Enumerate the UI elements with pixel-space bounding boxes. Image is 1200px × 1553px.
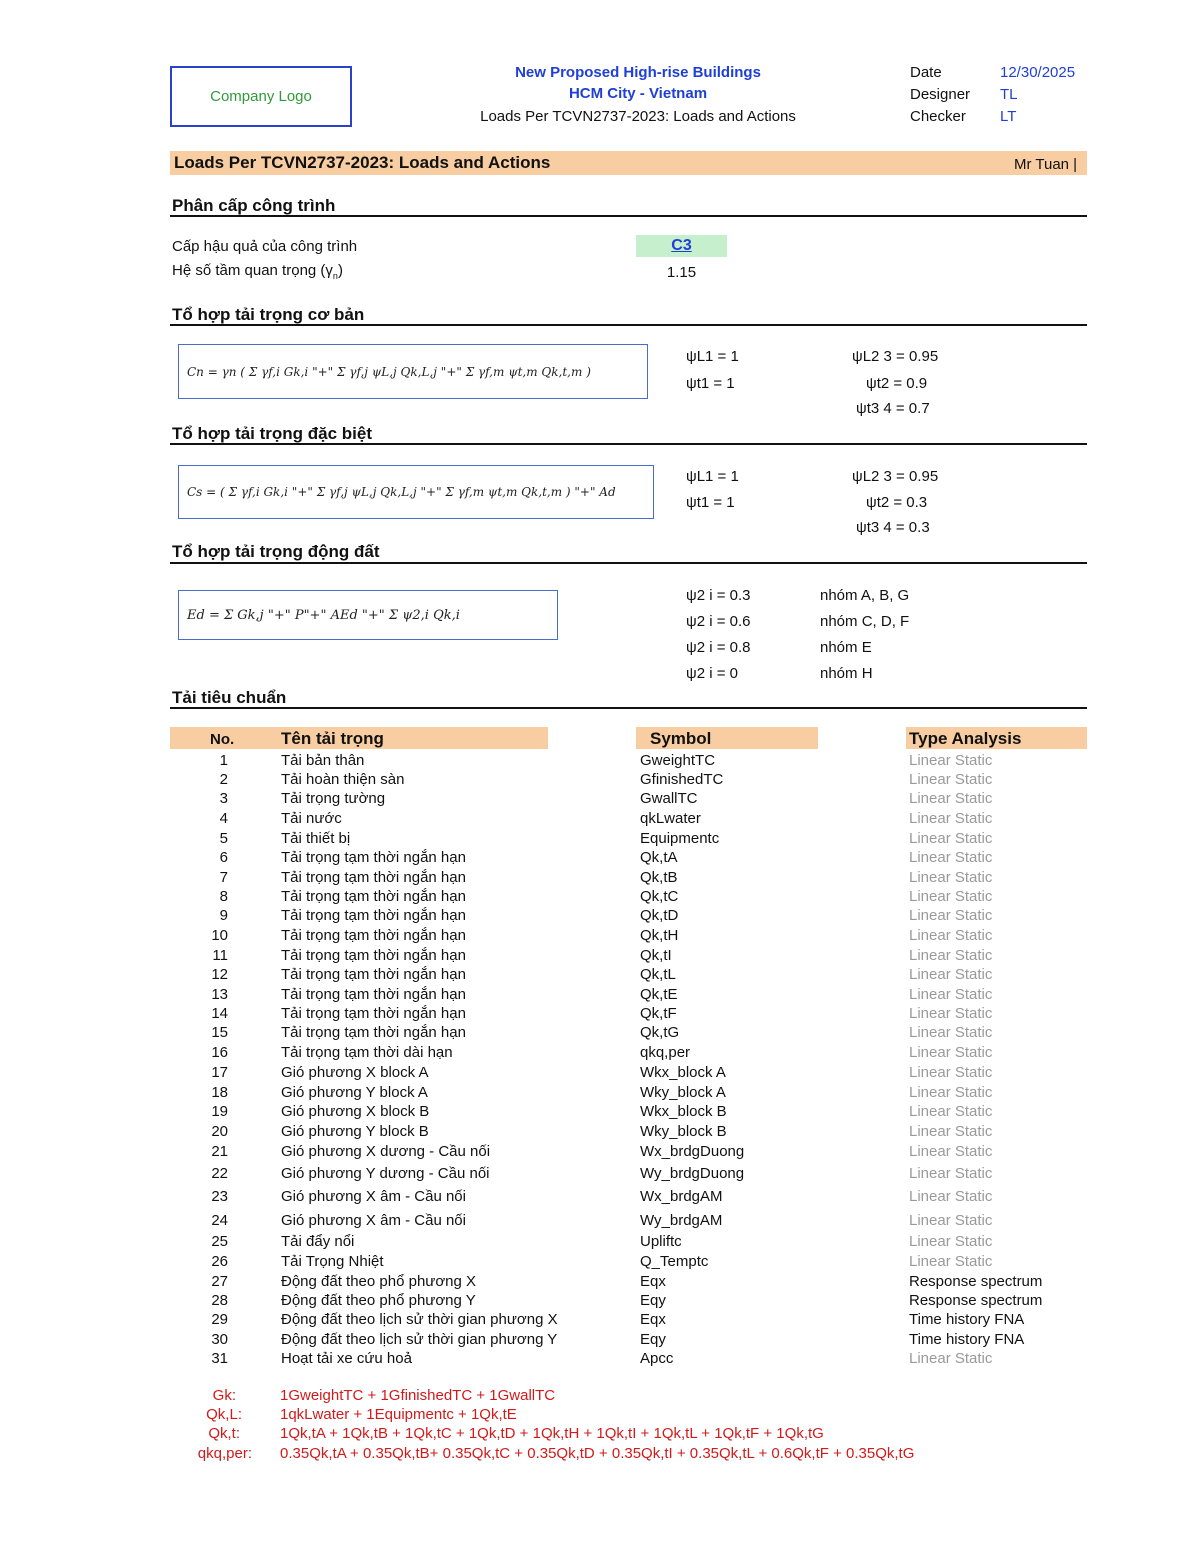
- analysis-type: Linear Static: [909, 849, 993, 866]
- row-number: 20: [211, 1123, 228, 1140]
- load-symbol: Qk,tD: [640, 907, 679, 924]
- analysis-type: Time history FNA: [909, 1311, 1025, 1328]
- summary-value: 1GweightTC + 1GfinishedTC + 1GwallTC: [280, 1387, 556, 1404]
- analysis-type: Linear Static: [909, 810, 993, 827]
- load-symbol: Qk,tL: [640, 966, 676, 983]
- divider: [170, 562, 1087, 564]
- analysis-type: Linear Static: [909, 752, 993, 769]
- load-name: Tải trọng tạm thời ngắn hạn: [281, 986, 466, 1003]
- analysis-type: Linear Static: [909, 966, 993, 983]
- load-symbol: Eqy: [640, 1292, 666, 1309]
- analysis-type: Linear Static: [909, 888, 993, 905]
- load-symbol: GweightTC: [640, 752, 716, 769]
- row-number: 23: [211, 1188, 228, 1205]
- load-symbol: Qk,tE: [640, 986, 678, 1003]
- row-number: 29: [211, 1311, 228, 1328]
- load-name: Tải bản thân: [281, 752, 365, 769]
- analysis-type: Linear Static: [909, 1350, 993, 1367]
- column-header-no: No.: [210, 731, 235, 748]
- load-symbol: Eqx: [640, 1273, 666, 1290]
- analysis-type: Time history FNA: [909, 1331, 1025, 1348]
- analysis-type: Linear Static: [909, 1165, 993, 1182]
- load-symbol: Apcc: [640, 1350, 674, 1367]
- analysis-type: Linear Static: [909, 1212, 993, 1229]
- row-number: 1: [219, 752, 228, 769]
- load-name: Tải trọng tạm thời ngắn hạn: [281, 927, 466, 944]
- formula-text: Cn = γn ( Σ γf,i Gk,i "+" Σ γf,j ψL,j Qk,L,j "+" Σ γf,m ψt,m Qk,t,m ): [187, 364, 591, 379]
- load-symbol: Qk,tH: [640, 927, 679, 944]
- banner-title: Loads Per TCVN2737-2023: Loads and Actions: [174, 153, 551, 172]
- row-number: 5: [219, 830, 228, 847]
- load-name: Tải đẩy nổi: [281, 1233, 355, 1250]
- row-number: 11: [212, 947, 228, 964]
- psi-2i: ψ2 i = 0: [686, 665, 738, 682]
- load-symbol: Wy_brdgDuong: [640, 1165, 745, 1182]
- row-number: 28: [211, 1292, 228, 1309]
- load-symbol: qkq,per: [640, 1044, 691, 1061]
- analysis-type: Linear Static: [909, 1044, 993, 1061]
- analysis-type: Linear Static: [909, 1084, 993, 1101]
- load-symbol: Qk,tC: [640, 888, 679, 905]
- importance-label: Hệ số tầm quan trọng $(\gamma_n)$: [172, 262, 343, 281]
- formula-text: Ed = Σ Gk,j "+" P"+" AEd "+" Σ ψ2,i Qk,i: [187, 607, 460, 623]
- row-number: 4: [219, 810, 228, 827]
- column-header-symbol: Symbol: [650, 729, 712, 748]
- load-name: Động đất theo phổ phương X: [281, 1273, 477, 1290]
- load-symbol: Eqy: [640, 1331, 666, 1348]
- importance-value: 1.15: [666, 264, 697, 281]
- row-number: 21: [211, 1143, 228, 1160]
- load-name: Tải thiết bị: [281, 830, 351, 847]
- psi-t34: ψt3 4 = 0.7: [856, 400, 930, 417]
- column-header-name: Tên tải trọng: [281, 729, 384, 748]
- psi-group: nhóm A, B, G: [820, 587, 910, 604]
- load-name: Tải trọng tạm thời ngắn hạn: [281, 947, 466, 964]
- logo-text: Company Logo: [210, 88, 312, 105]
- divider: [170, 443, 1087, 445]
- load-symbol: Wx_brdgAM: [640, 1188, 723, 1205]
- load-name: Tải trọng tạm thời ngắn hạn: [281, 966, 466, 983]
- load-name: Tải trọng tạm thời ngắn hạn: [281, 849, 466, 866]
- load-symbol: Qk,tB: [640, 869, 678, 886]
- row-number: 14: [211, 1005, 228, 1022]
- analysis-type: Linear Static: [909, 830, 993, 847]
- row-number: 24: [211, 1212, 228, 1229]
- project-location: HCM City - Vietnam: [568, 85, 708, 102]
- row-number: 30: [211, 1331, 228, 1348]
- load-symbol: GfinishedTC: [640, 771, 724, 788]
- divider: [170, 324, 1087, 326]
- load-symbol: Qk,tA: [640, 849, 678, 866]
- load-name: Hoạt tải xe cứu hoả: [281, 1350, 412, 1367]
- psi-t2: ψt2 = 0.3: [866, 494, 928, 511]
- checker-value[interactable]: LT: [1000, 108, 1017, 125]
- analysis-type: Linear Static: [909, 1024, 993, 1041]
- load-name: Tải nước: [281, 810, 342, 827]
- analysis-type: Linear Static: [909, 1064, 993, 1081]
- section-title-basic-combo: Tổ hợp tải trọng cơ bản: [172, 305, 365, 324]
- load-symbol: Qk,tF: [640, 1005, 677, 1022]
- load-name: Gió phương X block B: [281, 1103, 430, 1120]
- psi-group: nhóm C, D, F: [820, 613, 910, 630]
- load-name: Gió phương X block A: [281, 1064, 429, 1081]
- summary-label: Gk:: [212, 1387, 236, 1404]
- divider: [170, 707, 1087, 709]
- analysis-type: Linear Static: [909, 947, 993, 964]
- analysis-type: Response spectrum: [909, 1273, 1043, 1290]
- psi-l1: ψL1 = 1: [686, 348, 739, 365]
- designer-value[interactable]: TL: [1000, 86, 1018, 103]
- load-name: Động đất theo phổ phương Y: [281, 1292, 476, 1309]
- analysis-type: Linear Static: [909, 790, 993, 807]
- load-symbol: Qk,tI: [640, 947, 672, 964]
- seismic-combo-formula: [178, 590, 558, 640]
- summary-value: 1Qk,tA + 1Qk,tB + 1Qk,tC + 1Qk,tD + 1Qk,tH + 1Qk,tI + 1Qk,tL + 1Qk,tF + 1Qk,tG: [280, 1425, 824, 1442]
- consequence-label: Cấp hậu quả của công trình: [172, 238, 358, 255]
- summary-label: qkq,per:: [197, 1445, 252, 1462]
- row-number: 18: [211, 1084, 228, 1101]
- banner-author: Mr Tuan |: [1014, 156, 1078, 173]
- load-name: Gió phương Y block B: [281, 1123, 429, 1140]
- analysis-type: Linear Static: [909, 1188, 993, 1205]
- section-title-special-combo: Tổ hợp tải trọng đặc biệt: [172, 424, 373, 443]
- row-number: 27: [211, 1273, 228, 1290]
- project-title: New Proposed High-rise Buildings: [515, 64, 761, 81]
- load-name: Gió phương Y block A: [281, 1084, 428, 1101]
- project-subtitle: Loads Per TCVN2737-2023: Loads and Actions: [480, 108, 796, 125]
- psi-group: nhóm H: [820, 665, 873, 682]
- load-name: Tải trọng tạm thời ngắn hạn: [281, 888, 466, 905]
- summary-value: 1qkLwater + 1Equipmentc + 1Qk,tE: [280, 1406, 517, 1423]
- row-number: 16: [211, 1044, 228, 1061]
- row-number: 15: [211, 1024, 228, 1041]
- row-number: 31: [211, 1350, 228, 1367]
- load-name: Tải trọng tạm thời ngắn hạn: [281, 869, 466, 886]
- psi-2i: ψ2 i = 0.3: [686, 587, 751, 604]
- load-symbol: Wx_brdgDuong: [640, 1143, 745, 1160]
- load-symbol: Wky_block B: [640, 1123, 727, 1140]
- row-number: 17: [211, 1064, 228, 1081]
- psi-t34: ψt3 4 = 0.3: [856, 519, 930, 536]
- load-name: Tải trọng tạm thời ngắn hạn: [281, 907, 466, 924]
- load-symbol: Wky_block A: [640, 1084, 726, 1101]
- consequence-class-link[interactable]: C3: [671, 237, 692, 254]
- row-number: 10: [211, 927, 228, 944]
- analysis-type: Linear Static: [909, 927, 993, 944]
- analysis-type: Linear Static: [909, 1103, 993, 1120]
- load-name: Tải trọng tạm thời ngắn hạn: [281, 1024, 466, 1041]
- checker-label: Checker: [910, 108, 966, 125]
- row-number: 12: [211, 966, 228, 983]
- load-name: Động đất theo lịch sử thời gian phương X: [281, 1311, 558, 1328]
- psi-t1: ψt1 = 1: [686, 494, 735, 511]
- section-title-loads: Tải tiêu chuẩn: [172, 688, 287, 707]
- load-symbol: Upliftc: [640, 1233, 682, 1250]
- psi-l23: ψL2 3 = 0.95: [852, 468, 939, 485]
- date-value[interactable]: 12/30/2025: [1000, 64, 1076, 81]
- date-label: Date: [910, 64, 942, 81]
- load-symbol: Wy_brdgAM: [640, 1212, 723, 1229]
- analysis-type: Linear Static: [909, 907, 993, 924]
- load-symbol: Wkx_block A: [640, 1064, 726, 1081]
- designer-label: Designer: [910, 86, 971, 103]
- summary-value: 0.35Qk,tA + 0.35Qk,tB+ 0.35Qk,tC + 0.35Qk,tD + 0.35Qk,tI + 0.35Qk,tL + 0.6Qk,tF + 0.35Qk,tG: [280, 1445, 915, 1462]
- load-symbol: GwallTC: [640, 790, 698, 807]
- psi-t2: ψt2 = 0.9: [866, 375, 928, 392]
- load-name: Tải trọng tạm thời dài hạn: [281, 1044, 453, 1061]
- psi-t1: ψt1 = 1: [686, 375, 735, 392]
- analysis-type: Linear Static: [909, 1233, 993, 1250]
- load-name: Gió phương X âm - Cầu nối: [281, 1188, 466, 1205]
- load-name: Gió phương X dương - Cầu nối: [281, 1143, 491, 1160]
- load-symbol: Qk,tG: [640, 1024, 680, 1041]
- load-name: Tải hoàn thiện sàn: [281, 771, 405, 788]
- section-title-seismic-combo: Tổ hợp tải trọng động đất: [172, 542, 380, 561]
- row-number: 22: [211, 1165, 228, 1182]
- formula-text: Cs = ( Σ γf,i Gk,i "+" Σ γf,j ψL,j Qk,L,j "+" Σ γf,m ψt,m Qk,t,m ) "+" Ad: [187, 485, 616, 499]
- load-symbol: Equipmentc: [640, 830, 720, 847]
- load-name: Tải trọng tạm thời ngắn hạn: [281, 1005, 466, 1022]
- row-number: 2: [219, 771, 228, 788]
- analysis-type: Linear Static: [909, 1123, 993, 1140]
- analysis-type: Linear Static: [909, 986, 993, 1003]
- basic-combo-formula: [178, 344, 648, 399]
- row-number: 9: [219, 907, 228, 924]
- row-number: 25: [211, 1233, 228, 1250]
- row-number: 26: [211, 1253, 228, 1270]
- load-name: Tải trọng tường: [281, 790, 386, 807]
- row-number: 7: [219, 869, 228, 886]
- load-symbol: qkLwater: [640, 810, 701, 827]
- psi-group: nhóm E: [820, 639, 872, 656]
- section-title-classification: Phân cấp công trình: [172, 196, 336, 215]
- row-number: 19: [211, 1103, 228, 1120]
- summary-label: Qk,t:: [208, 1425, 240, 1442]
- analysis-type: Linear Static: [909, 1253, 993, 1270]
- analysis-type: Linear Static: [909, 771, 993, 788]
- column-header-type: Type Analysis: [909, 729, 1022, 748]
- load-name: Gió phương Y dương - Cầu nối: [281, 1165, 490, 1182]
- row-number: 13: [211, 986, 228, 1003]
- psi-l1: ψL1 = 1: [686, 468, 739, 485]
- analysis-type: Linear Static: [909, 1005, 993, 1022]
- load-name: Tải Trọng Nhiệt: [281, 1253, 384, 1270]
- load-name: Động đất theo lịch sử thời gian phương Y: [281, 1331, 558, 1348]
- special-combo-formula: [178, 465, 654, 519]
- row-number: 3: [219, 790, 228, 807]
- psi-2i: ψ2 i = 0.8: [686, 639, 751, 656]
- row-number: 8: [219, 888, 228, 905]
- psi-l23: ψL2 3 = 0.95: [852, 348, 939, 365]
- load-symbol: Eqx: [640, 1311, 666, 1328]
- divider: [170, 215, 1087, 217]
- analysis-type: Response spectrum: [909, 1292, 1043, 1309]
- row-number: 6: [219, 849, 228, 866]
- load-symbol: Wkx_block B: [640, 1103, 727, 1120]
- psi-2i: ψ2 i = 0.6: [686, 613, 751, 630]
- summary-label: Qk,L:: [206, 1406, 242, 1423]
- load-symbol: Q_Temptc: [640, 1253, 709, 1270]
- load-name: Gió phương X âm - Cầu nối: [281, 1212, 466, 1229]
- analysis-type: Linear Static: [909, 869, 993, 886]
- analysis-type: Linear Static: [909, 1143, 993, 1160]
- company-logo: [170, 66, 352, 127]
